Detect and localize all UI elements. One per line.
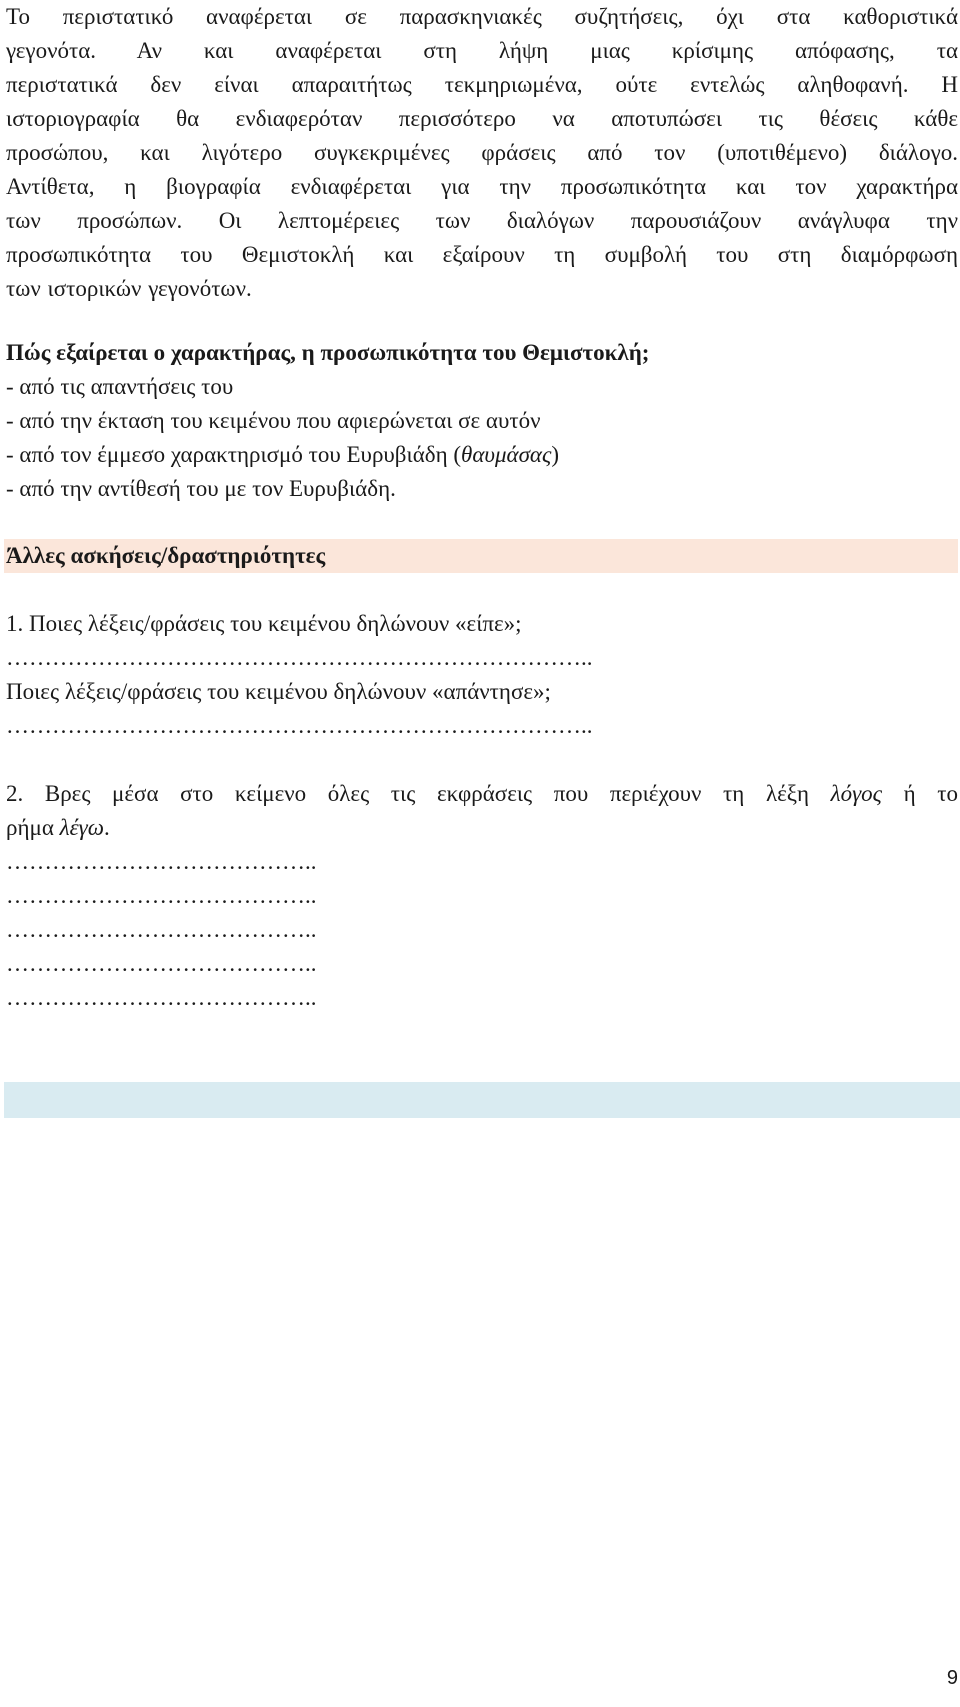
answer-blank-line: ………………………………….. — [6, 883, 317, 908]
intro-line: γεγονότα. Αν και αναφέρεται στη λήψη μιας κρίσιμης απόφασης, τα — [6, 38, 958, 63]
intro-line: Αντίθετα, η βιογραφία ενδιαφέρεται για την προσωπικότητα και τον χαρακτήρα — [6, 174, 958, 199]
intro-line: των ιστορικών γεγονότων. — [6, 276, 252, 301]
text-run: ρήμα — [6, 815, 60, 840]
answer-blank-line: ………………………………….. — [6, 917, 317, 942]
document-page — [4, 0, 958, 1707]
answer-blank-line: ………………………………….. — [6, 849, 317, 874]
text-run: . — [103, 815, 110, 840]
page-number: 9 — [946, 1667, 958, 1689]
exercise-2-line — [6, 811, 958, 845]
exercise-2-line — [6, 777, 958, 811]
list-item: - από την έκταση του κειμένου που αφιερώνεται σε αυτόν — [6, 408, 541, 433]
character-reasons-list — [6, 370, 559, 506]
list-item-text: - από τον έμμεσο χαρακτηρισμό του Ευρυβιάδη ( — [6, 442, 462, 467]
intro-line: περιστατικά δεν είναι απαραιτήτως τεκμηριωμένα, ούτε εντελώς αληθοφανή. Η — [6, 72, 958, 97]
italic-word: λέγω — [59, 815, 104, 840]
intro-line: των προσώπων. Οι λεπτομέρειες των διαλόγων παρουσιάζουν ανάγλυφα την — [6, 208, 958, 233]
exercise-2-question — [6, 777, 958, 845]
section-divider-bar — [4, 1082, 960, 1118]
list-item: - από τις απαντήσεις του — [6, 374, 234, 399]
answer-blank-line: ………………………………………………………………….. — [6, 713, 593, 738]
list-item-close: ) — [551, 442, 559, 467]
answer-blank-line: ………………………………….. — [6, 985, 317, 1010]
exercise-1-question-2: Ποιες λέξεις/φράσεις του κειμένου δηλώνουν «απάντησε»; — [6, 679, 551, 704]
intro-line: ιστοριογραφία θα ενδιαφερόταν περισσότερο να αποτυπώσει τις θέσεις κάθε — [6, 106, 958, 131]
intro-line: προσωπικότητα του Θεμιστοκλή και εξαίρουν τη συμβολή του στη διαμόρφωση — [6, 242, 958, 267]
list-item — [6, 438, 559, 472]
list-item: - από την αντίθεσή του με τον Ευρυβιάδη. — [6, 476, 396, 501]
intro-paragraph — [6, 0, 958, 306]
exercise-1-question: 1. Ποιες λέξεις/φράσεις του κειμένου δηλώνουν «είπε»; — [6, 611, 522, 636]
answer-blank-line: ………………………………………………………………….. — [6, 645, 593, 670]
section-title: Άλλες ασκήσεις/δραστηριότητες — [6, 543, 326, 568]
character-question-heading: Πώς εξαίρεται ο χαρακτήρας, η προσωπικότητα του Θεμιστοκλή; — [6, 340, 650, 365]
text-run: 2. Βρες μέσα στο κείμενο όλες τις εκφράσεις που περιέχουν τη λέξη — [6, 781, 831, 806]
italic-word: λόγος — [830, 781, 883, 806]
text-run: ή το — [882, 781, 959, 806]
intro-line: Το περιστατικό αναφέρεται σε παρασκηνιακές συζητήσεις, όχι στα καθοριστικά — [6, 4, 958, 29]
answer-blank-line: ………………………………….. — [6, 951, 317, 976]
intro-line: προσώπου, και λιγότερο συγκεκριμένες φράσεις από τον (υποτιθέμενο) διάλογο. — [6, 140, 958, 165]
list-item-italic: θαυμάσας — [461, 442, 552, 467]
